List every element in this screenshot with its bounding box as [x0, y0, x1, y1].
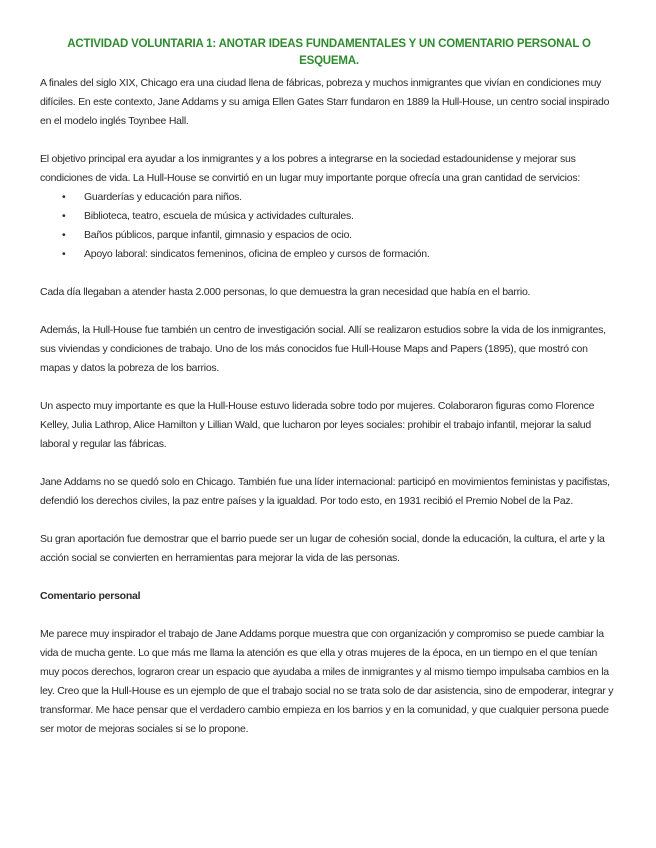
list-item: • Guarderías y educación para niños.: [62, 188, 618, 207]
spacer: [40, 302, 618, 321]
spacer: [40, 454, 618, 473]
services-list: [40, 188, 618, 264]
spacer: [40, 378, 618, 397]
spacer: [40, 606, 618, 625]
paragraph-women: Un aspecto muy importante es que la Hull-House estuvo liderada sobre todo por mujeres. Colaboraron figuras como Florence Kelley, Julia Lathrop, Alice Hamilton y Lillian Wald, que lucharon por leyes sociales: prohibir el trabajo infantil, mejorar la salud laboral y regular las fábricas.: [40, 400, 595, 450]
paragraph-intro: A finales del siglo XIX, Chicago era una ciudad llena de fábricas, pobreza y muchos inmigrantes que vivían en condiciones muy difíciles. En este contexto, Jane Addams y su amiga Ellen Gates Starr fundaron en 1889 la Hull-House, un centro social inspirado en el modelo inglés Toynbee Hall.: [40, 77, 610, 127]
document-title: ACTIVIDAD VOLUNTARIA 1: ANOTAR IDEAS FUNDAMENTALES Y UN COMENTARIO PERSONAL O ESQUEMA.: [67, 38, 591, 67]
paragraph-objective: El objetivo principal era ayudar a los inmigrantes y a los pobres a integrarse en la sociedad estadounidense y mejorar sus condiciones de vida. La Hull-House se convirtió en un lugar muy importante porque ofrecía una gran cantidad de servicios:: [40, 153, 580, 184]
comment-heading: Comentario personal: [40, 590, 141, 602]
spacer: [40, 131, 618, 150]
spacer: [40, 264, 618, 283]
spacer: [40, 568, 618, 587]
list-item: • Apoyo laboral: sindicatos femeninos, oficina de empleo y cursos de formación.: [62, 245, 618, 264]
paragraph-daily: Cada día llegaban a atender hasta 2.000 personas, lo que demuestra la gran necesidad que había en el barrio.: [40, 286, 531, 298]
paragraph-research: Además, la Hull-House fue también un centro de investigación social. Allí se realizaron estudios sobre la vida de los inmigrantes, sus viviendas y condiciones de trabajo. Uno de los más conocidos fue Hull-House Maps and Papers (1895), que mostró con mapas y datos la pobreza de los barrios.: [40, 324, 606, 374]
list-item: • Baños públicos, parque infantil, gimnasio y espacios de ocio.: [62, 226, 618, 245]
list-item: • Biblioteca, teatro, escuela de música y actividades culturales.: [62, 207, 618, 226]
paragraph-leader: Jane Addams no se quedó solo en Chicago. También fue una líder internacional: participó en movimientos feministas y pacifistas, defendió los derechos civiles, la paz entre países y la igualdad. Por todo esto, en 1931 recibió el Premio Nobel de la Paz.: [40, 476, 610, 507]
paragraph-comment: Me parece muy inspirador el trabajo de Jane Addams porque muestra que con organización y compromiso se puede cambiar la vida de mucha gente. Lo que más me llama la atención es que ella y otras mujeres de la época, en un tiempo en el que tenían muy pocos derechos, lograron crear un espacio que ayudaba a miles de inmigrantes y al mismo tiempo impulsaba cambios en la ley. Creo que la Hull-House es un ejemplo de que el trabajo social no se trata solo de dar asistencia, sino de empoderar, integrar y transformar. Me hace pensar que el verdadero cambio empieza en los barrios y en la comunidad, y que cualquier persona puede ser motor de mejoras sociales si se lo propone.: [40, 628, 614, 735]
spacer: [40, 511, 618, 530]
paragraph-contribution: Su gran aportación fue demostrar que el barrio puede ser un lugar de cohesión social, donde la educación, la cultura, el arte y la acción social se convierten en herramientas para mejorar la vida de las personas.: [40, 533, 605, 564]
